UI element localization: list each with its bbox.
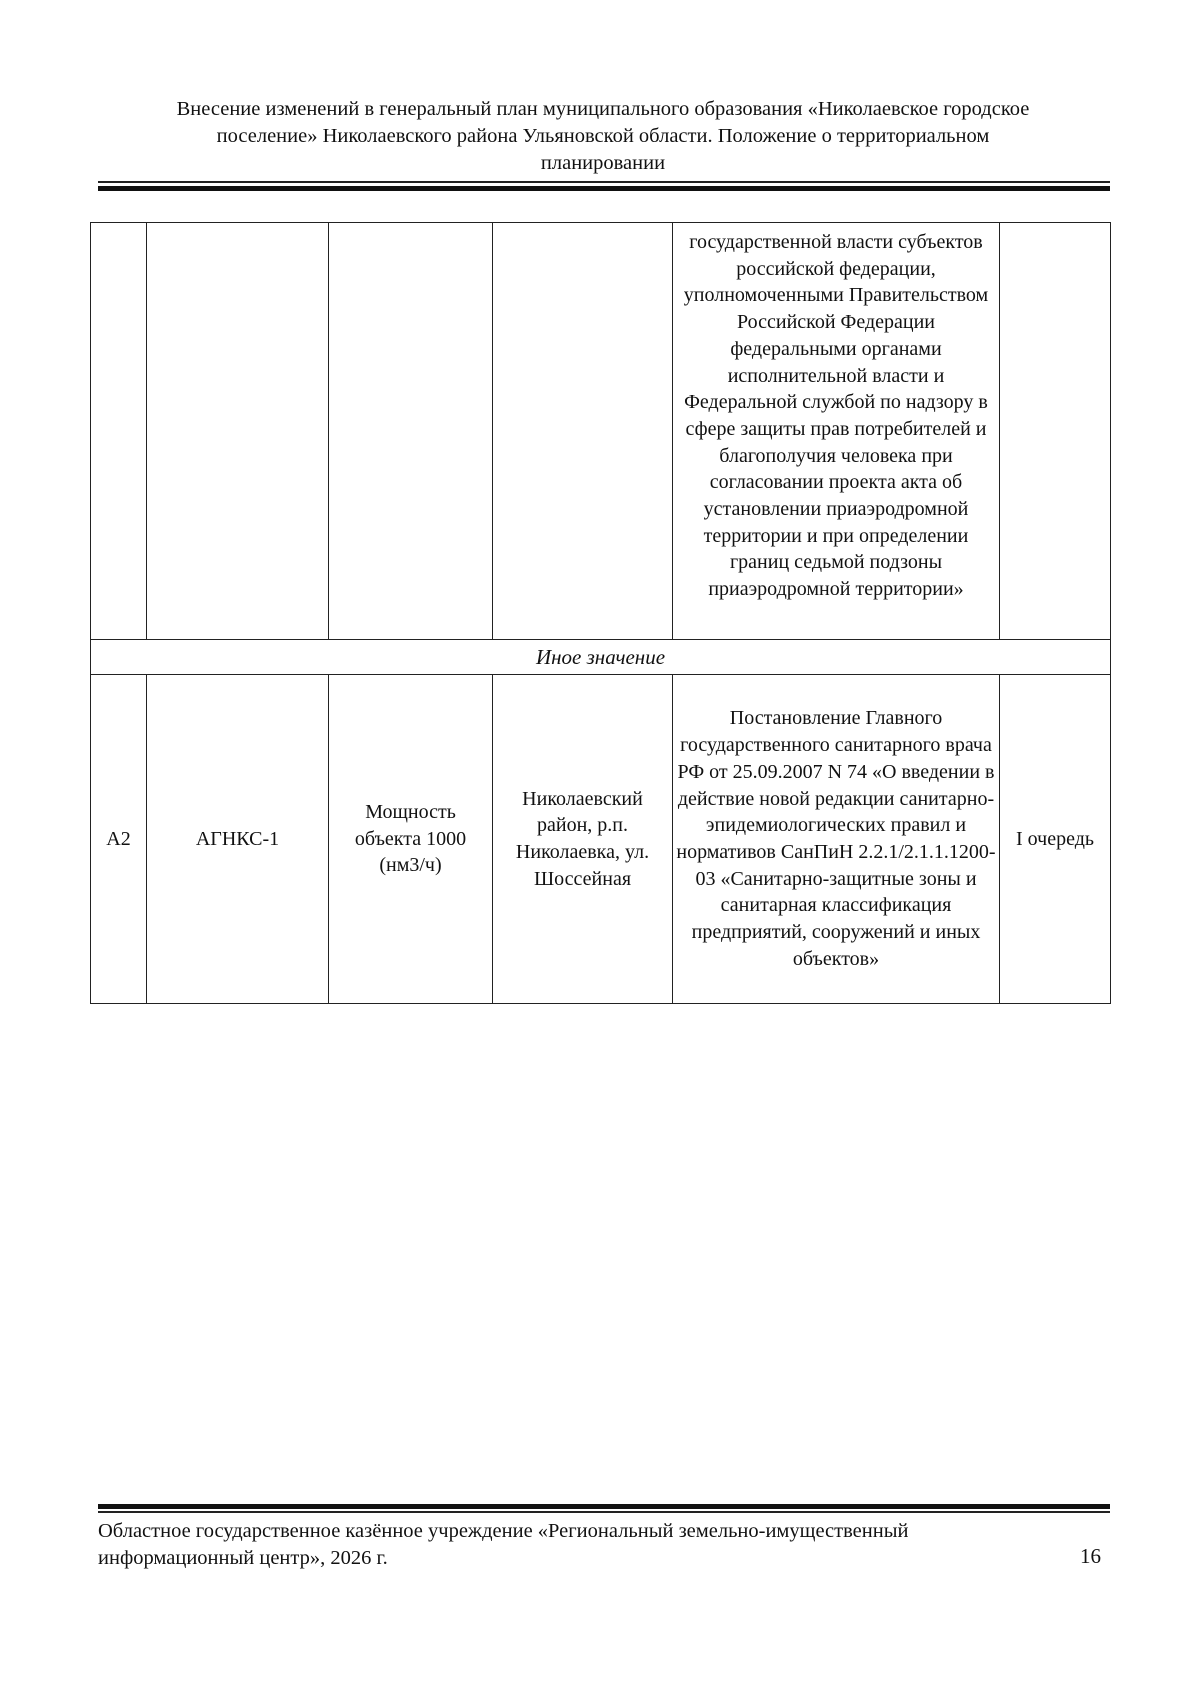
implementation-stage: I очередь — [1000, 675, 1111, 1004]
object-location: Николаевский район, р.п. Николаевка, ул. Шоссейная — [493, 675, 673, 1004]
cell-empty — [91, 223, 147, 640]
footer-rule-thick — [98, 1504, 1110, 1509]
cell-empty — [1000, 223, 1111, 640]
object-name: АГНКС-1 — [147, 675, 329, 1004]
footer-line-1: Областное государственное казённое учреждение «Региональный земельно-имущественный — [98, 1520, 909, 1542]
table-section-row — [91, 640, 1111, 675]
section-title: Иное значение — [91, 640, 1111, 675]
objects-table — [90, 222, 1111, 1004]
header-line-2: поселение» Николаевского района Ульяновской области. Положение о территориальном — [216, 125, 990, 147]
header-line-3: планировании — [540, 152, 666, 174]
cell-empty — [147, 223, 329, 640]
table-row — [91, 675, 1111, 1004]
document-footer — [98, 1518, 1058, 1572]
header-rule-thick — [98, 186, 1110, 191]
continuation-text: государственной власти субъектов российской федерации, уполномоченными Правительством Российской Федерации федеральными органами исполнительной власти и Федеральной службой по надзору в сфере защиты прав потребителей и благополучия человека при согласовании проекта акта об установлении приаэродромной территории и при определении границ седьмой подзоны приаэродромной территории» — [673, 223, 1000, 640]
page-number: 16 — [1080, 1544, 1101, 1568]
header-rule-thin — [98, 181, 1110, 183]
document-header — [98, 96, 1108, 177]
regulation-text: Постановление Главного государственного санитарного врача РФ от 25.09.2007 N 74 «О введении в действие новой редакции санитарно-эпидемиологических правил и нормативов СанПиН 2.2.1/2.1.1.1200-03 «Санитарно-защитные зоны и санитарная классификация предприятий, сооружений и иных объектов» — [673, 675, 1000, 1004]
object-capacity: Мощность объекта 1000 (нм3/ч) — [329, 675, 493, 1004]
header-line-1: Внесение изменений в генеральный план муниципального образования «Николаевское городское — [176, 98, 1030, 120]
cell-empty — [329, 223, 493, 640]
footer-rule-thin — [98, 1511, 1110, 1513]
cell-empty — [493, 223, 673, 640]
row-number: А2 — [91, 675, 147, 1004]
table-row-continuation — [91, 223, 1111, 640]
footer-line-2: информационный центр», 2026 г. — [98, 1547, 388, 1569]
